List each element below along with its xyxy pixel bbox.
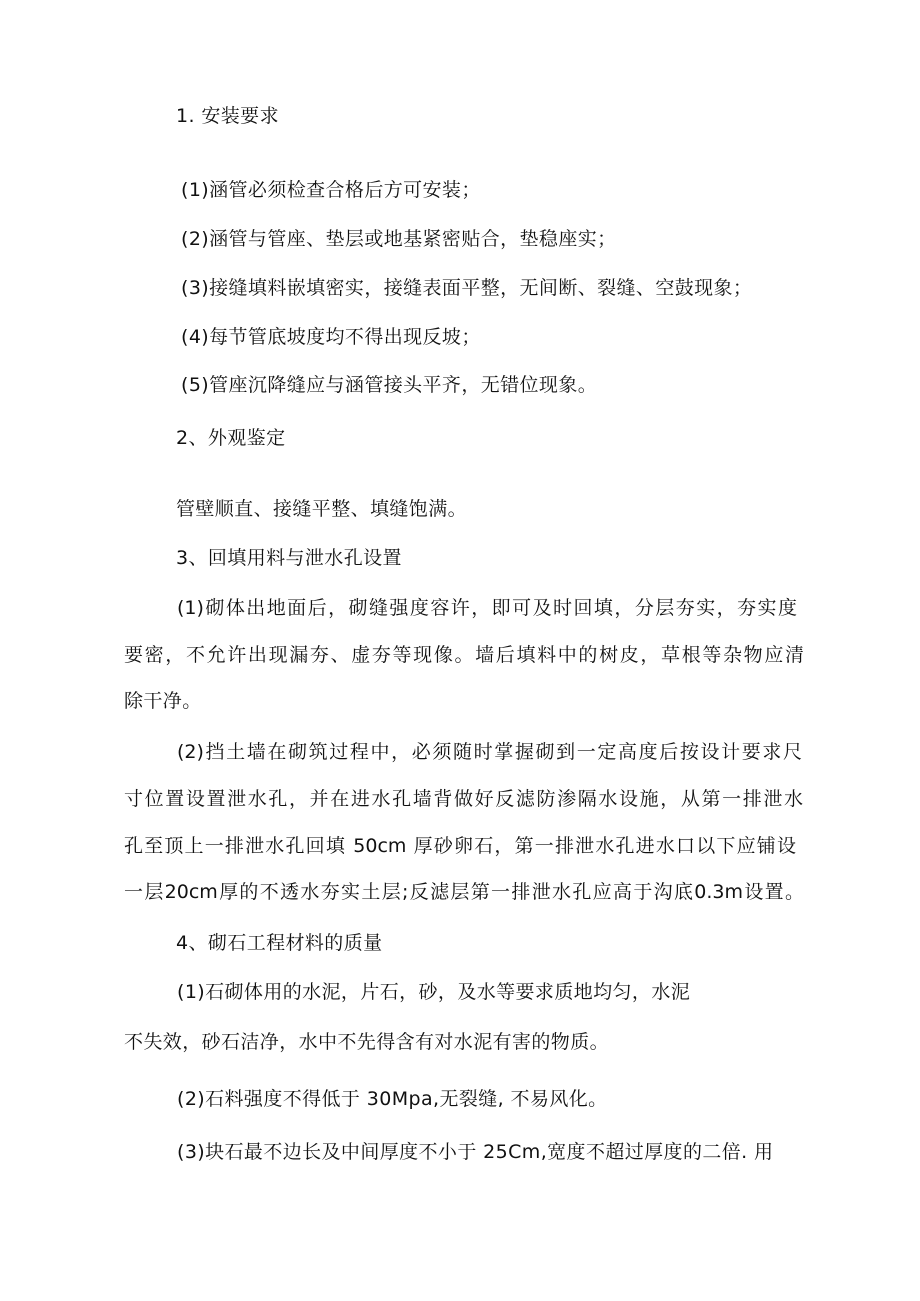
list-item: (4)每节管底坡度均不得出现反坡； bbox=[181, 326, 481, 348]
paragraph-line: 寸位置设置泄水孔，并在进水孔墙背做好反滤防渗隔水设施，从第一排泄水 bbox=[124, 788, 803, 810]
section-heading: 1. 安装要求 bbox=[176, 105, 279, 127]
paragraph-line: 管壁顺直、接缝平整、填缝饱满。 bbox=[176, 498, 468, 520]
paragraph-line: (2)石料强度不得低于 30Mpa,无裂缝, 不易风化。 bbox=[177, 1088, 608, 1110]
list-item: (3)接缝填料嵌填密实，接缝表面平整，无间断、裂缝、空鼓现象； bbox=[181, 277, 753, 299]
paragraph-line: 除干净。 bbox=[124, 690, 202, 712]
section-heading: 4、砌石工程材料的质量 bbox=[176, 932, 383, 954]
paragraph-line: 孔至顶上一排泄水孔回填 50cm 厚砂卵石，第一排泄水孔进水口以下应铺设 bbox=[124, 835, 796, 857]
paragraph-line: (2)挡土墙在砌筑过程中，必须随时掌握砌到一定高度后按设计要求尺 bbox=[177, 741, 802, 763]
list-item: (5)管座沉降缝应与涵管接头平齐，无错位现象。 bbox=[181, 374, 598, 396]
section-heading: 2、外观鉴定 bbox=[176, 427, 286, 449]
paragraph-line: (3)块石最不边长及中间厚度不小于 25Cm,宽度不超过厚度的二倍. 用 bbox=[177, 1141, 774, 1163]
paragraph-line: (1)石砌体用的水泥，片石，砂，及水等要求质地均匀，水泥 bbox=[177, 981, 691, 1003]
paragraph-line: (1)砌体出地面后，砌缝强度容许，即可及时回填，分层夯实，夯实度 bbox=[177, 597, 797, 619]
paragraph-line: 要密，不允许出现漏夯、虚夯等现像。墙后填料中的树皮，草根等杂物应清 bbox=[124, 644, 804, 666]
paragraph-line: 不失效，砂石洁净，水中不先得含有对水泥有害的物质。 bbox=[124, 1031, 610, 1053]
list-item: (1)涵管必须检查合格后方可安装； bbox=[181, 179, 481, 201]
section-heading: 3、回填用料与泄水孔设置 bbox=[176, 547, 402, 569]
paragraph-line: 一层20cm厚的不透水夯实土层;反滤层第一排泄水孔应高于沟底0.3m设置。 bbox=[124, 881, 804, 903]
list-item: (2)涵管与管座、垫层或地基紧密贴合，垫稳座实； bbox=[181, 228, 617, 250]
